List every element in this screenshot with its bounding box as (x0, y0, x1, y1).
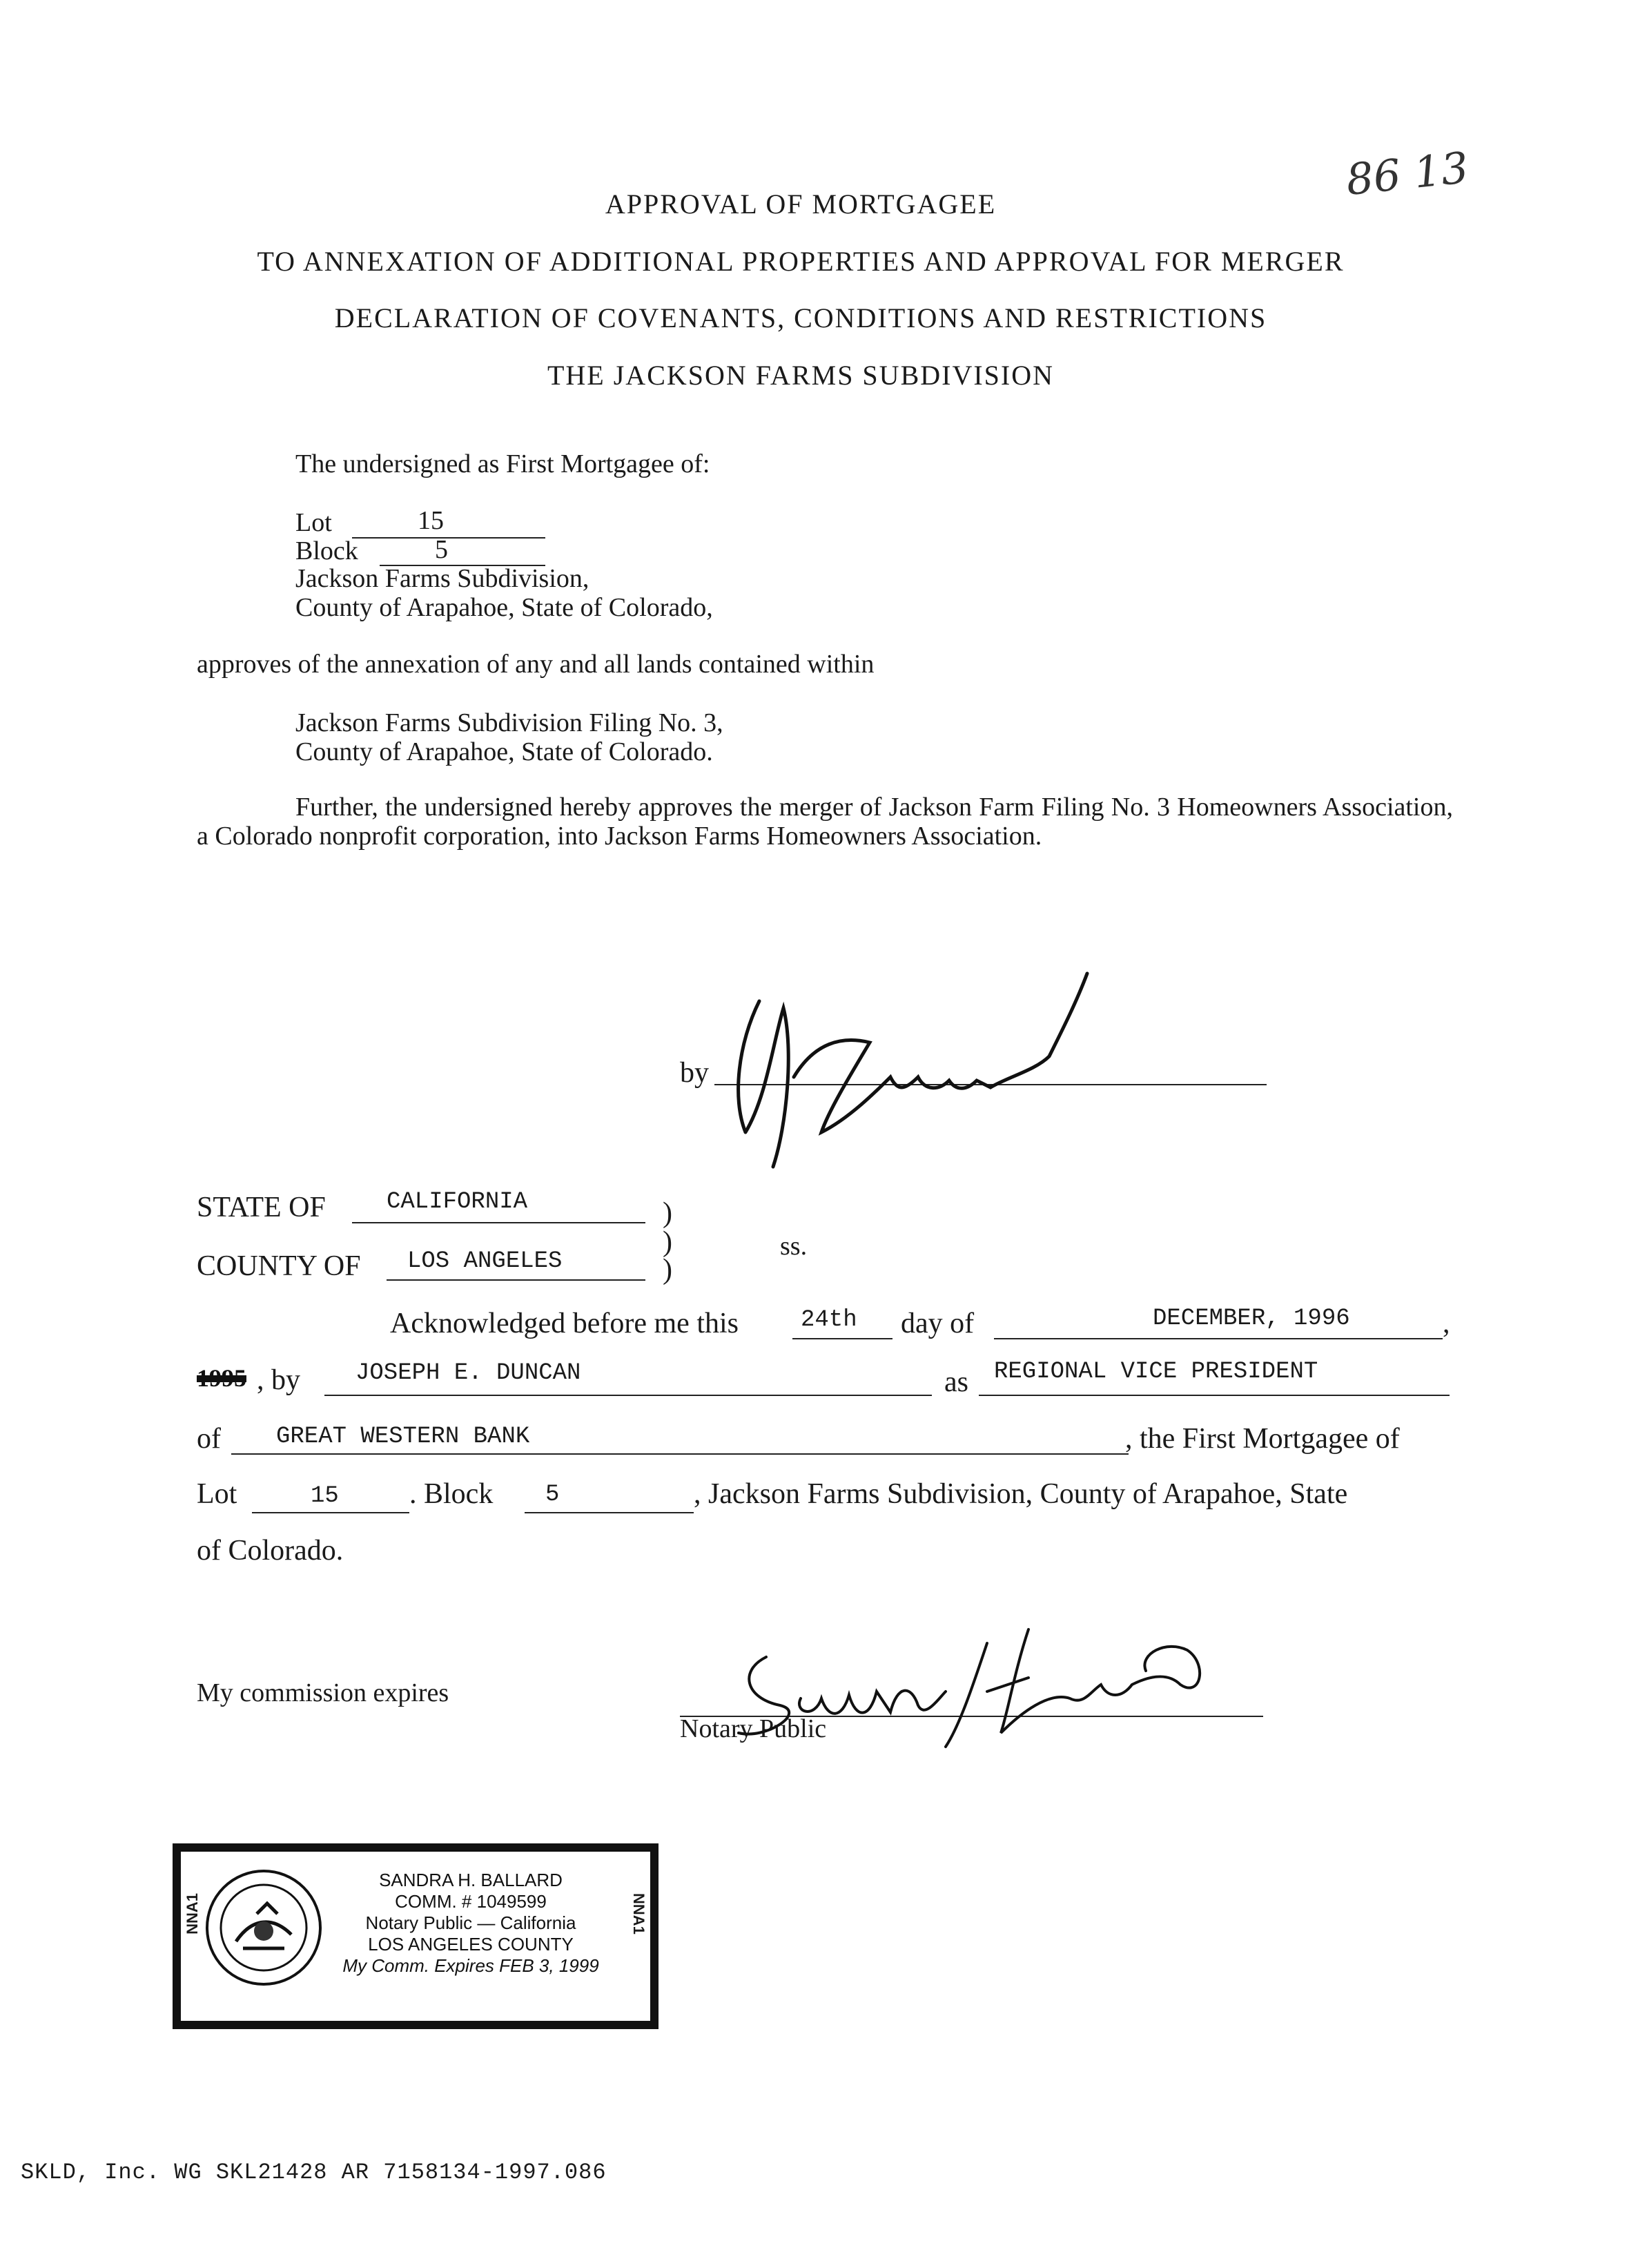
ss-label: ss. (780, 1232, 808, 1261)
bank-value: GREAT WESTERN BANK (276, 1424, 530, 1450)
commission-label: My commission expires (197, 1678, 449, 1707)
filing-line-1: Jackson Farms Subdivision Filing No. 3, (295, 708, 723, 737)
county-line (387, 1279, 645, 1281)
block-label: Block (295, 536, 358, 565)
stamp-expires: My Comm. Expires FEB 3, 1999 (342, 1955, 599, 1976)
title-line-2: TO ANNEXATION OF ADDITIONAL PROPERTIES AND APPROVAL FOR MERGER (257, 246, 1345, 277)
struck-year: 1995 (197, 1364, 246, 1392)
lot-line (352, 537, 545, 539)
day-value: 24th (801, 1307, 857, 1333)
state-line (352, 1222, 645, 1223)
lot-label: Lot (295, 508, 332, 537)
block-value-2: 5 (545, 1482, 560, 1508)
title-line (979, 1395, 1450, 1396)
day-line (792, 1338, 892, 1339)
ack-prefix: Acknowledged before me this (390, 1308, 739, 1339)
stamp-county: LOS ANGELES COUNTY (368, 1934, 574, 1955)
state-value: CALIFORNIA (387, 1189, 528, 1215)
stamp-comm: COMM. # 1049599 (395, 1891, 547, 1912)
lot-value-2: 15 (311, 1483, 339, 1509)
paren-2: ) (663, 1226, 672, 1258)
block-line-2 (525, 1512, 694, 1513)
notary-stamp (173, 1843, 659, 2029)
notary-public-label: Notary Public (680, 1714, 827, 1743)
first-mortgagee-label: , the First Mortgagee of (1125, 1423, 1400, 1455)
stamp-text (336, 1870, 605, 1977)
title-line-3: DECLARATION OF COVENANTS, CONDITIONS AND RESTRICTIONS (334, 302, 1267, 333)
block-label-2: . Block (409, 1478, 494, 1510)
paren-3: ) (663, 1254, 672, 1286)
intro-text: The undersigned as First Mortgagee of: (295, 449, 710, 478)
notary-seal-icon (202, 1865, 326, 1990)
stamp-role: Notary Public — California (365, 1912, 576, 1933)
filing-line-2: County of Arapahoe, State of Colorado. (295, 737, 713, 766)
lot-label-2: Lot (197, 1478, 237, 1510)
title-value: REGIONAL VICE PRESIDENT (994, 1359, 1318, 1385)
stamp-side-right: NNA1 (630, 1893, 647, 1935)
stamp-name: SANDRA H. BALLARD (379, 1870, 563, 1890)
county-value: LOS ANGELES (407, 1248, 563, 1274)
state-label: STATE OF (197, 1192, 326, 1223)
merger-paragraph: Further, the undersigned hereby approves the merger of Jackson Farm Filing No. 3 Homeowners Association, a Colorado nonprofit corporation, into Jackson Farms Homeowners Association. (197, 793, 1453, 851)
subdivision-text: Jackson Farms Subdivision, (295, 564, 589, 593)
county-label: COUNTY OF (197, 1250, 361, 1282)
lot-value: 15 (418, 506, 444, 535)
bank-line (231, 1453, 1129, 1455)
of-colorado: of Colorado. (197, 1535, 344, 1567)
notary-signature-scribble (725, 1616, 1222, 1754)
lot-line-2 (252, 1512, 409, 1513)
approves-text: approves of the annexation of any and all lands contained within (197, 650, 875, 679)
person-name: JOSEPH E. DUNCAN (355, 1360, 581, 1386)
of-label: of (197, 1423, 221, 1455)
as-label: as (944, 1366, 968, 1398)
day-of-label: day of (901, 1308, 975, 1339)
handwritten-annotation: 86 13 (1343, 142, 1471, 206)
date-line (994, 1338, 1443, 1339)
stamp-side-left: NNA1 (184, 1893, 201, 1935)
block-value: 5 (435, 535, 448, 564)
county-text: County of Arapahoe, State of Colorado, (295, 593, 713, 622)
by-label: , by (257, 1364, 300, 1396)
lot-block-tail: , Jackson Farms Subdivision, County of Arapahoe, State (694, 1478, 1348, 1510)
signature-scribble (718, 960, 1104, 1181)
footer-reference: SKLD, Inc. WG SKL21428 AR 7158134-1997.086 (21, 2160, 607, 2185)
person-line (324, 1395, 932, 1396)
paren-1: ) (663, 1197, 672, 1229)
date-value: DECEMBER, 1996 (1153, 1306, 1350, 1332)
title-line-1: APPROVAL OF MORTGAGEE (605, 188, 997, 220)
signature-by-label: by (680, 1057, 709, 1089)
title-line-4: THE JACKSON FARMS SUBDIVISION (547, 360, 1054, 391)
date-comma: , (1443, 1308, 1450, 1339)
